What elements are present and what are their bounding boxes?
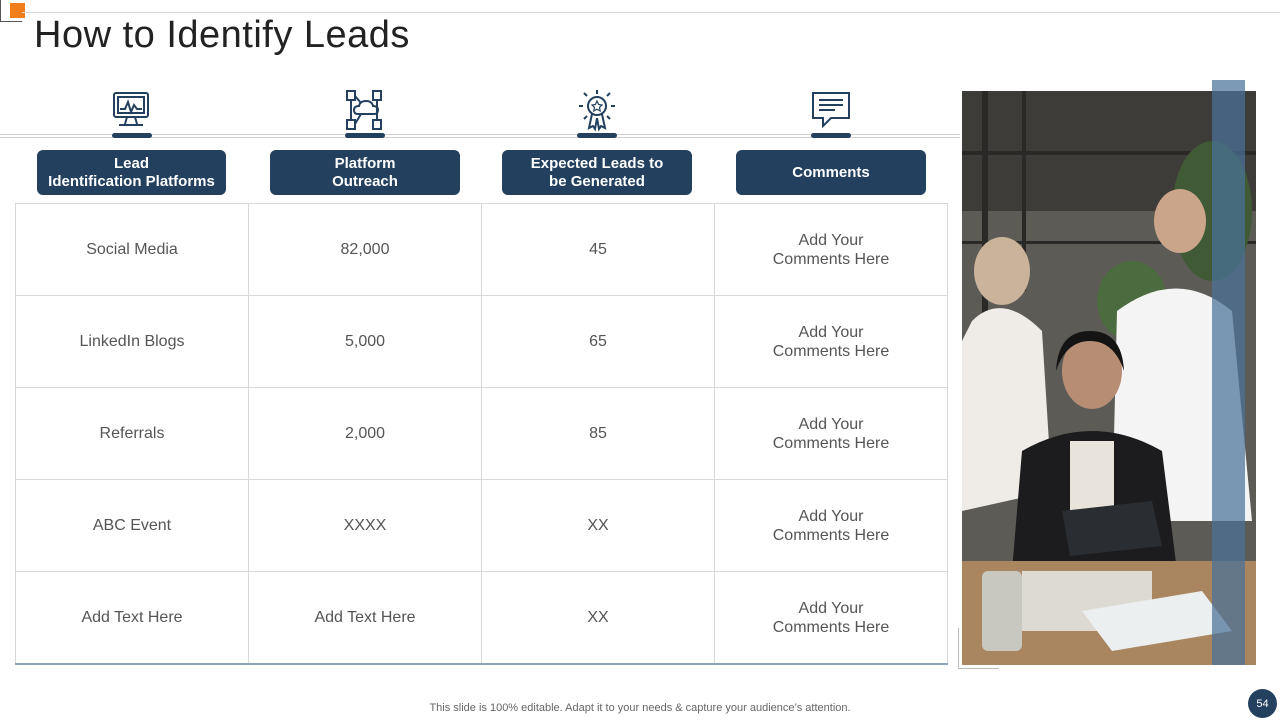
top-rule <box>22 12 1280 13</box>
table-cell: Add Your Comments Here <box>715 572 948 665</box>
computer-monitor-icon <box>109 88 153 132</box>
column-header-expected-leads: Expected Leads to be Generated <box>502 150 692 195</box>
column-header-outreach: Platform Outreach <box>270 150 460 195</box>
page-number-badge: 54 <box>1248 689 1277 718</box>
table-cell: Referrals <box>16 388 249 480</box>
table-row <box>16 388 948 480</box>
slide-title: How to Identify Leads <box>34 14 410 56</box>
table-row <box>16 480 948 572</box>
speech-bubble-icon <box>809 88 853 132</box>
table-cell: Social Media <box>16 204 249 296</box>
table-cell: Add Your Comments Here <box>715 296 948 388</box>
table-cell: XX <box>482 480 715 572</box>
table-cell: XX <box>482 572 715 665</box>
photo-overlay-bar <box>1212 80 1245 665</box>
table-cell: Add Your Comments Here <box>715 388 948 480</box>
table-row <box>16 296 948 388</box>
table-cell: 5,000 <box>249 296 482 388</box>
corner-accent-square <box>10 3 25 18</box>
icon-underbar <box>577 133 617 138</box>
icon-underbar <box>112 133 152 138</box>
table-cell: Add Text Here <box>249 572 482 665</box>
award-badge-icon <box>575 88 619 132</box>
icon-underbar <box>811 133 851 138</box>
table-cell: XXXX <box>249 480 482 572</box>
table-row <box>16 204 948 296</box>
leads-table <box>15 203 948 665</box>
column-header-comments: Comments <box>736 150 926 195</box>
table-cell: 82,000 <box>249 204 482 296</box>
table-cell: 85 <box>482 388 715 480</box>
table-cell: Add Your Comments Here <box>715 480 948 572</box>
network-cloud-icon <box>343 88 387 132</box>
column-header-platforms: Lead Identification Platforms <box>37 150 226 195</box>
table-cell: LinkedIn Blogs <box>16 296 249 388</box>
table-cell: 65 <box>482 296 715 388</box>
table-cell: 2,000 <box>249 388 482 480</box>
table-cell: ABC Event <box>16 480 249 572</box>
table-cell: 45 <box>482 204 715 296</box>
table-row <box>16 572 948 665</box>
footer-note: This slide is 100% editable. Adapt it to your needs & capture your audience’s attention. <box>429 702 851 714</box>
table-cell: Add Your Comments Here <box>715 204 948 296</box>
table-cell: Add Text Here <box>16 572 249 665</box>
icon-underbar <box>345 133 385 138</box>
